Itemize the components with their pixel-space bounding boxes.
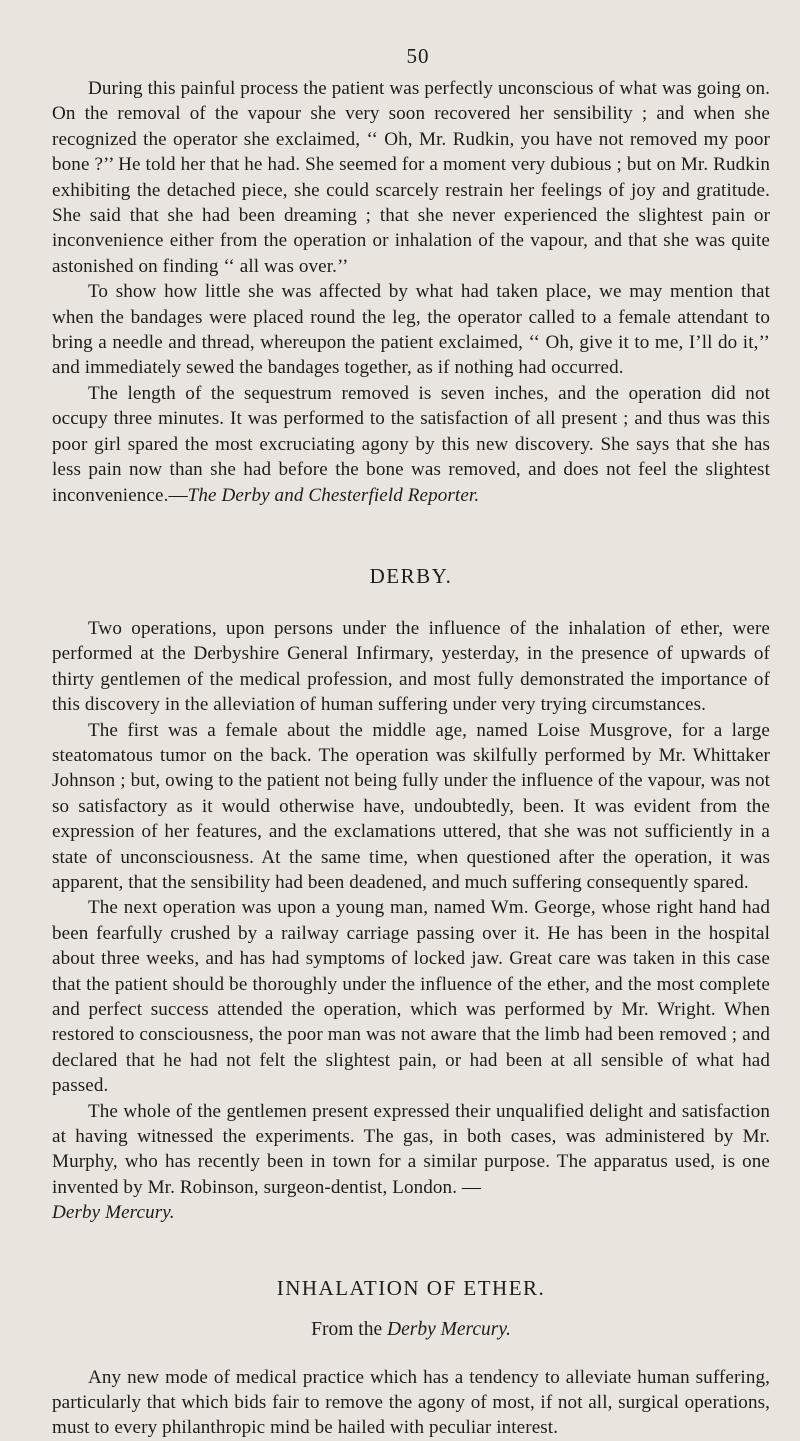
source-citation: The Derby and Chesterfield Reporter.	[187, 484, 480, 506]
paragraph: Two operations, upon persons under the influence of the inhalation of ether, were performed at the Derbyshire General Infirmary, yesterday, in the presence of upwards of thirty gentlemen of the medical profession, and most fully demonstrated the importance of this discovery in the alleviation of human suffering under very trying circumstances.	[52, 617, 770, 716]
section-derby	[52, 616, 770, 1226]
paragraph: The first was a female about the middle age, named Loise Musgrove, for a large steatomatous tumor on the back. The operation was skilfully performed by Mr. Whittaker Johnson ; but, owing to the patient not being fully under the influence of the vapour, was not so satisfactory as it would otherwise have, undoubtedly, been. It was evident from the expression of her features, and the exclamations uttered, that she was not sufficiently in a state of unconsciousness. At the same time, when questioned after the operation, it was apparent, that the sensibility had been deadened, and much suffering consequently spared.	[52, 719, 770, 893]
paragraph: To show how little she was affected by what had taken place, we may mention that when the bandages were placed round the leg, the operator called to a female attendant to bring a needle and thread, whereupon the patient exclaimed, ‘‘ Oh, give it to me, I’ll do it,’’ and immediately sewed the bandages together, as if nothing had occurred.	[52, 281, 770, 379]
paragraph: The next operation was upon a young man, named Wm. George, whose right hand had been fearfully crushed by a railway carriage passing over it. He has been in the hospital about three weeks, and has had symptoms of locked jaw. Great care was taken in this case that the patient should be thoroughly under the influence of the ether, and the most complete and perfect success attended the operation, which was performed by Mr. Wright. When restored to consciousness, the poor man was not aware that the limb had been removed ; and declared that he had not felt the slightest pain, or had been at all sensible of what had passed.	[52, 897, 770, 1097]
section-rudkin-case	[52, 76, 770, 508]
paragraph	[52, 381, 770, 508]
source-citation: Derby Mercury.	[52, 1202, 175, 1224]
page-number: 50	[406, 44, 430, 68]
paragraph-text: The whole of the gentlemen present expressed their unqualified delight and satisfaction at having witnessed the experiments. The gas, in both cases, was administered by Mr. Murphy, who has recently been in town for a similar purpose. The apparatus used, is one invented by Mr. Robinson, surgeon-dentist, London. —	[52, 1100, 770, 1198]
section-heading-inhalation: INHALATION OF ETHER.	[276, 1275, 546, 1300]
section-subheading	[52, 1319, 770, 1341]
paragraph: Any new mode of medical practice which has a tendency to alleviate human suffering, particularly that which bids fair to remove the agony of most, if not all, surgical operations, must to every philanthropic mind be hailed with peculiar interest.	[52, 1366, 770, 1439]
section-heading-derby: DERBY.	[369, 563, 453, 588]
paragraph: During this painful process the patient was perfectly unconscious of what was going on. On the removal of the vapour she very soon recovered her sensibility ; and when she recognized the operator she exclaimed, ‘‘ Oh, Mr. Rudkin, you have not removed my poor bone ?’’ He told her that he had. She seemed for a moment very dubious ; but on Mr. Rudkin exhibiting the detached piece, she could scarcely restrain her feelings of joy and gratitude. She said that she had been dreaming ; that she never experienced the slightest pain or inconvenience either from the operation or inhalation of the vapour, and that she was quite astonished on finding ‘‘ all was over.’’	[52, 78, 770, 277]
paragraph	[52, 1099, 770, 1226]
subheading-source: Derby Mercury.	[387, 1318, 511, 1340]
section-inhalation	[52, 1365, 770, 1441]
subheading-prefix: From the	[311, 1318, 383, 1340]
paragraph-text: The length of the sequestrum removed is seven inches, and the operation did not occupy three minutes. It was performed to the satisfaction of all present ; and thus was this poor girl spared the most excruciating agony by this new discovery. She says that she has less pain now than she had before the bone was removed, and does not feel the slightest inconvenience.—	[52, 382, 770, 506]
